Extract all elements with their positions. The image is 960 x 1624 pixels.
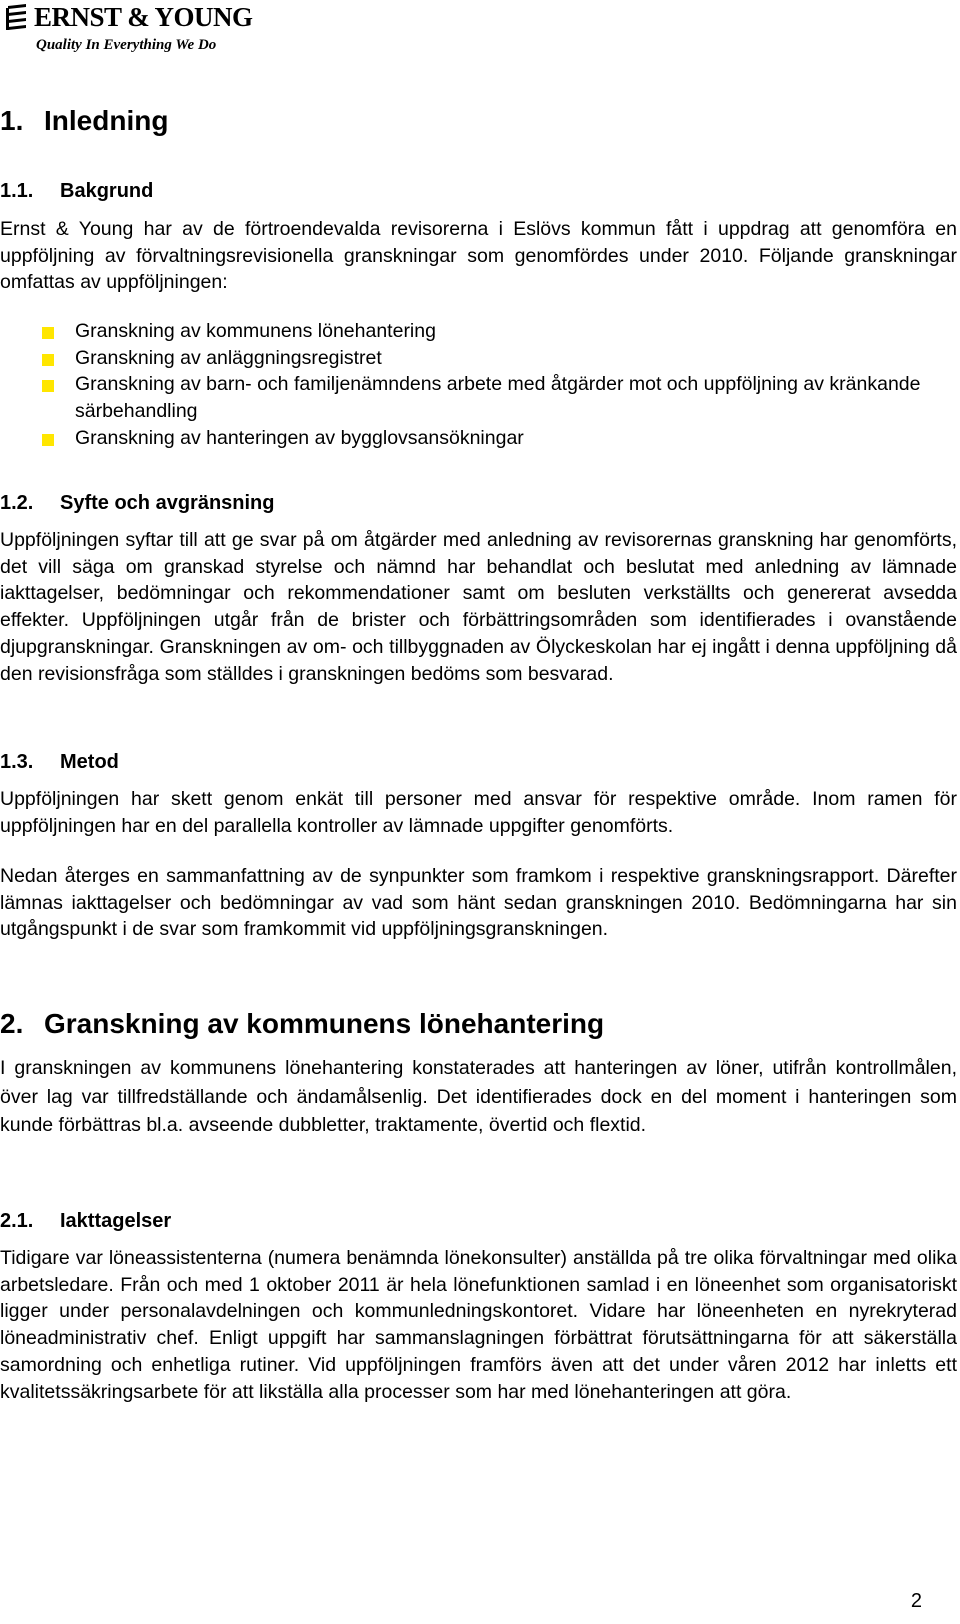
heading-title: Iakttagelser — [60, 1210, 172, 1232]
page-number: 2 — [910, 1590, 922, 1612]
heading-title: Granskning av kommunens lönehantering — [44, 1008, 605, 1039]
heading-number: 2.1. — [0, 1210, 34, 1232]
paragraph-iakttagelser: Tidigare var löneassistenterna (numera benämnda lönekonsulter) anställda på tre olika förvaltningar med olika arbetsledare. Från och med 1 oktober 2011 är hela lönefunktionen samlad i en löneenhet som organisatoriskt ligger under personalavdelningen och kommunledningskontoret. Vidare har löneenheten en nyrekryterad löneadministrativ chef. Enligt uppgift har sammanslagningen förbättrat förutsättningarna för att säkerställa samordning och enhetliga rutiner. Vid uppföljningen framförs även att det under våren 2012 har inletts ett kvalitetssäkringsarbete för att likställa alla processer som har med lönehanteringen att göra. — [0, 1247, 957, 1403]
brand-name: ERNST & YOUNG — [34, 2, 253, 32]
ey-beam-icon — [6, 4, 28, 30]
paragraph-syfte: Uppföljningen syftar till att ge svar på om åtgärder med anledning av revisorernas granskning har genomförts, det vill säga om granskad styrelse och nämnd har behandlat och beslutat med anledning av lämnade iakttagelser, bedömningar och rekommendationer samt om besluten verkställts och genererat avsedda effekter. Uppföljningen utgår från de brister och förbättringsområden som identifierades i ovanstående djupgranskningar. Granskningen av om- och tillbyggnaden av Ölyckeskolan har ej ingått i denna uppföljning då den revisionsfråga som ställdes i granskningen bedöms som besvarad. — [0, 529, 957, 685]
heading-metod — [0, 749, 119, 775]
heading-number: 2. — [0, 1008, 24, 1039]
ernst-young-logo — [6, 2, 253, 54]
list-item: Granskning av kommunens lönehantering — [0, 318, 957, 345]
heading-number: 1.1. — [0, 180, 34, 202]
heading-number: 1. — [0, 105, 24, 136]
heading-number: 1.3. — [0, 751, 34, 773]
heading-syfte — [0, 490, 275, 516]
list-item: Granskning av barn- och familjenämndens arbete med åtgärder mot och uppföljning av kränkande särbehandling — [0, 371, 957, 424]
heading-title: Bakgrund — [60, 180, 154, 202]
brand-tagline: Quality In Everything We Do — [36, 37, 217, 53]
heading-number: 1.2. — [0, 492, 34, 514]
list-item: Granskning av hanteringen av bygglovsansökningar — [0, 425, 957, 452]
yellow-square-bullet-icon — [42, 380, 54, 392]
paragraph-metod-2: Nedan återges en sammanfattning av de synpunkter som framkom i respektive granskningsrapport. Därefter lämnas iakttagelser och bedömningar av vad som hänt sedan granskningen 2010. Bedömningarna har sin utgångspunkt i de svar som framkommit vid uppföljningsgranskningen. — [0, 865, 957, 941]
yellow-square-bullet-icon — [42, 434, 54, 446]
heading-title: Syfte och avgränsning — [60, 492, 275, 514]
heading-lonehantering — [0, 1007, 604, 1041]
heading-inledning — [0, 104, 168, 138]
yellow-square-bullet-icon — [42, 354, 54, 366]
heading-bakgrund — [0, 178, 153, 204]
audit-list — [0, 318, 957, 452]
paragraph-lonehantering: I granskningen av kommunens lönehantering konstaterades att hanteringen av löner, utifrån kontrollmålen, över lag var tillfredställande och ändamålsenlig. Det identifierades dock en del moment i hanteringen som kunde förbättras bl.a. avseende dubbletter, traktamente, övertid och flextid. — [0, 1057, 957, 1136]
paragraph-metod-1: Uppföljningen har skett genom enkät till personer med ansvar för respektive område. Inom ramen för uppföljningen har en del parallella kontroller av lämnade uppgifter genomförts. — [0, 788, 957, 837]
yellow-square-bullet-icon — [42, 327, 54, 339]
paragraph-bakgrund: Ernst & Young har av de förtroendevalda revisorerna i Eslövs kommun fått i uppdrag att genomföra en uppföljning av förvaltningsrevisionella granskningar som genomfördes under 2010. Följande granskningar omfattas av uppföljningen: — [0, 218, 957, 294]
heading-iakttagelser — [0, 1208, 171, 1234]
list-item: Granskning av anläggningsregistret — [0, 345, 957, 372]
heading-title: Inledning — [44, 105, 169, 136]
heading-title: Metod — [60, 751, 119, 773]
